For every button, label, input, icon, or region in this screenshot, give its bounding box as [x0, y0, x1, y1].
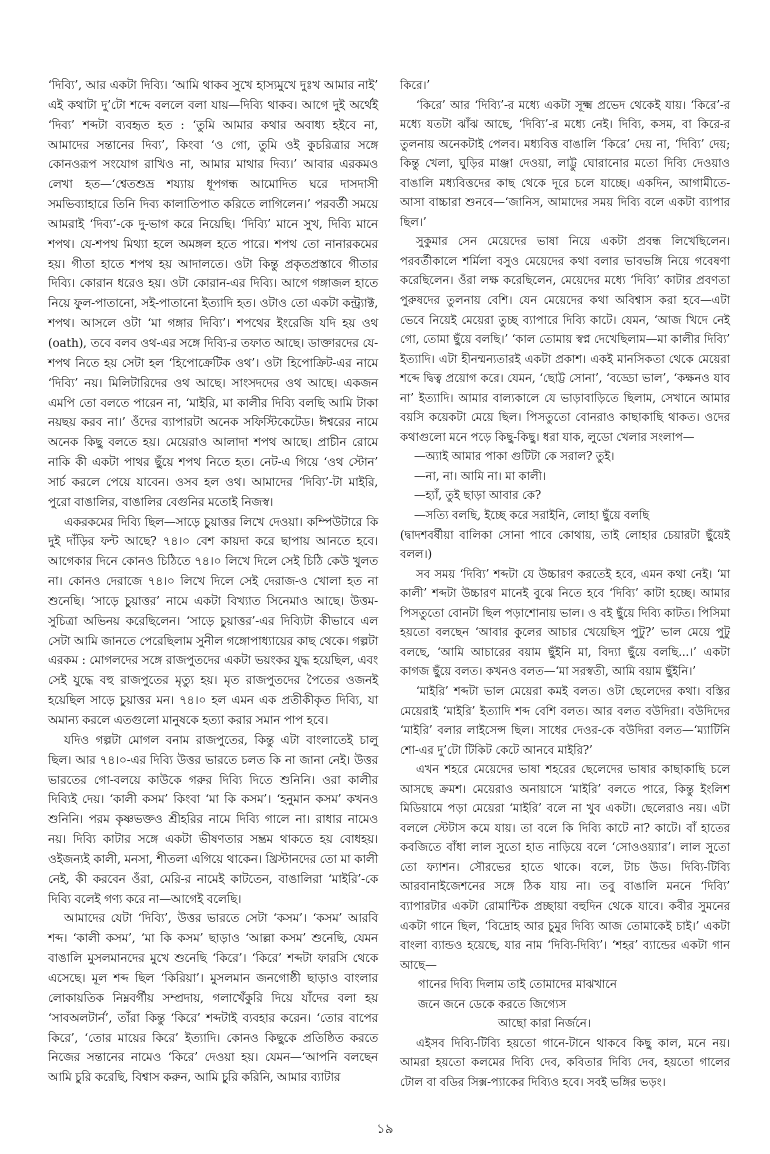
right-continuation: কিরে।’	[400, 78, 430, 92]
dialogue-line: —সত্যি বলছি, ইচ্ছে করে সরাইনি, লোহা ছুঁয়ে বলছি	[414, 508, 650, 523]
dialogue-line: —না, না। আমি না। মা কালী।	[414, 468, 546, 483]
verse-line: জনে জনে ডেকে করতে জিগ্যেস	[418, 996, 567, 1011]
page-number: ১৯	[376, 1122, 394, 1137]
verse-line: আছো কারা নির্জনে।	[498, 1016, 591, 1031]
right-para-6: এইসব দিব্যি-টিব্যি হয়তো গানে-টানে থাকবে কিছু কাল, মনে নয়। আমরা হয়তো কলমের দিব্যি দেব, কবিতার দিব্যি দেব, হয়তো গালের টোল বা বডির সিক্স-প্যাকের দিব্যিও হবে। সবই ভঙ্গির ভড়ং।	[400, 1035, 730, 1089]
verse-line: গানের দিব্যি দিলাম তাই তোমাদের মাঝখানে	[418, 977, 617, 992]
right-para-5: এখন শহরে মেয়েদের ভাষা শহরের ছেলেদের ভাষার কাছাকাছি চলে আসছে ক্রমশ। মেয়েরাও অনায়াসে ‘মাইরি’ বলতে পারে, কিন্তু ইংলিশ মিডিয়ামে পড়া মেয়েরা ‘মাইরি’ বলে না খুব একটা। ছেলেরাও নয়। এটা বললে স্টেটাস কমে যায়। তা বলে কি দিব্যি কাটে না? কাটে। বাঁ হাতের কবজিতে বাঁধা লাল সুতো হাত নাড়িয়ে বলে ‘সোওওয়্যার’। লাল সুতো তো ফ্যাশন। সৌরভের হাতে থাকে। বলে, টাচ উড। দিব্যি-টিব্যি আরবানাইজেশনের সঙ্গে ঠিক যায় না। তবু বাঙালি মননে ‘দিব্যি’ ব্যাপারটার একটা রোমান্টিক প্রচ্ছায়া বহুদিন থেকে যাবে। কবীর সুমনের একটা গানে ছিল, ‘বিদ্রোহ আর চুমুর দিব্যি আজ তোমাকেই চাই।’ একটা বাংলা ব্যান্ডও হয়েছে, যার নাম ‘দিব্যি-দিব্যি’। ‘শহর’ ব্যান্ডের একটা গান আছে—	[400, 762, 730, 972]
left-para-4: আমাদের যেটা ‘দিব্যি’, উত্তর ভারতে সেটা ‘কসম’। ‘কসম’ আরবি শব্দ। ‘কালী কসম’, ‘মা কি কসম’ ছাড়াও ‘আল্লা কসম’ শুনেছি, যেমন বাঙালি মুসলমানদের মুখে শুনেছি ‘কিরে’। ‘কিরে’ শব্দটা ফারসি থেকে এসেছে। মূল শব্দ ছিল ‘কিরিয়া’। মুসলমান জনগোষ্ঠী ছাড়াও বাংলার লোকায়তিক নিম্নবর্গীয় সম্প্রদায়, গলাখেঁকুরি দিয়ে যাঁদের বলা হয় ‘সাবঅলটার্ন’, তাঁরা কিন্তু ‘কিরে’ শব্দটাই ব্যবহার করেন। ‘তোর বাপের কিরে’, ‘তোর মায়ের কিরে’ ইত্যাদি। কোনও কিছুকে প্রতিষ্ঠিত করতে নিজের সন্তানের নামেও ‘কিরে’ দেওয়া হয়। যেমন—‘আপনি বলছেন আমি চুরি করেছি, বিশ্বাস করুন, আমি চুরি করিনি, আমার ব্যাটার	[48, 911, 378, 1085]
left-column	[48, 76, 378, 1088]
dialogue-line: —হ্যাঁ, তুই ছাড়া আবার কে?	[414, 488, 541, 503]
dialogue-line: —অ্যাই আমার পাকা গুটিটা কে সরাল? তুই।	[414, 449, 615, 464]
left-para-3: যদিও গল্পটা মোগল বনাম রাজপুতের, কিন্তু এটা বাংলাতেই চালু ছিল। আর ৭৪।০-এর দিব্যি উত্তর ভারতে চলত কি না জানা নেই। উত্তর ভারতের গো-বলয়ে কাউকে গরুর দিব্যি দিতে শুনিনি। ওরা কালীর দিব্যিই দেয়। ‘কালী কসম’ কিংবা ‘মা কি কসম’। ‘হনুমান কসম’ কখনও শুনিনি। পরম কৃষ্ণভক্তও শ্রীহরির নামে দিব্যি গালে না। রাধার নামেও নয়। দিব্যি কাটার সঙ্গে একটা ভীষণতার সম্ভ্রম থাকতে হয় বোধহয়। ওইজন্যই কালী, মনসা, শীতলা এগিয়ে থাকেন। খ্রিস্টানদের তো মা কালী নেই, কী করবেন ওঁরা, মেরি-র নামেই কাটতেন, বাঙালিরা ‘মাইরি’-কে দিব্যি বলেই গণ্য করে না—আগেই বলেছি।	[48, 732, 378, 906]
right-para-3: সব সময় ‘দিব্যি’ শব্দটা যে উচ্চারণ করতেই হবে, এমন কথা নেই। ‘মা কালী’ শব্দটা উচ্চারণ মানেই বুঝে নিতে হবে ‘দিব্যি’ কাটা হচ্ছে। আমার পিসতুতো বোনটা ছিল পড়াশোনায় ভাল। ও বই ছুঁয়ে দিব্যি কাটত। পিসিমা হয়তো বলছেন ‘আবার কুলের আচার খেয়েছিস পুটু?’ ভাল মেয়ে পুটু বলছে, ‘আমি আচারের বয়াম ছুঁইনি মা, বিদ্যা ছুঁয়ে বলছি...।’ একটা কাগজ ছুঁয়ে বলত। কখনও বলত—‘মা সরস্বতী, আমি বয়াম ছুঁইনি।’	[400, 566, 730, 679]
dialogue-note: (দ্বাদশবর্ষীয়া বালিকা সোনা পাবে কোথায়, তাই লোহার চেয়ারটা ছুঁয়েই বলল।)	[400, 527, 730, 562]
right-para-2: সুকুমার সেন মেয়েদের ভাষা নিয়ে একটা প্রবন্ধ লিখেছিলেন। পরবর্তীকালে শর্মিলা বসুও মেয়েদের কথা বলার ভাবভঙ্গি নিয়ে গবেষণা করেছিলেন। ওঁরা লক্ষ করেছিলেন, মেয়েদের মধ্যে ‘দিব্যি’ কাটার প্রবণতা পুরুষদের তুলনায় বেশি। যেন মেয়েদের কথা অবিশ্বাস করা হবে—এটা ভেবে নিয়েই মেয়েরা তুচ্ছ ব্যাপারে দিব্যি কাটে। যেমন, ‘আজ খিদে নেই গো, তোমা ছুঁয়ে বলছি।’ ‘কাল তোমায় স্বপ্ন দেখেছিলাম—মা কালীর দিব্যি’ ইত্যাদি। এটা হীনম্মন্যতারই একটা প্রকাশ। একই মানসিকতা থেকে মেয়েরা শব্দে দ্বিত্ব প্রয়োগ করে। যেমন, ‘ছোট্ট সোনা’, ‘বড্ডো ভাল’, ‘কক্ষনও যাব না’ ইত্যাদি। আমার বাল্যকালে যে ভাড়াবাড়িতে ছিলাম, সেখানে আমার বয়সি কয়েকটা মেয়ে ছিল। পিসতুতো বোনরাও কাছাকাছি থাকত। ওদের কথাগুলো মনে পড়ে কিছু-কিছু। ধরা যাক, লুডো খেলার সংলাপ—	[400, 234, 730, 444]
left-para-2: একরকমের দিব্যি ছিল—সাড়ে চুয়াত্তর লিখে দেওয়া। কম্পিউটারে কি দুই দাঁড়ির ফন্ট আছে? ৭৪।০ বেশ কায়দা করে ছাপায় আনতে হবে। আগেকার দিনে কোনও চিঠিতে ৭৪।০ লিখে দিলে সেই চিঠি কেউ খুলত না। কোনও দেরাজে ৭৪।০ লিখে দিলে সেই দেরাজ-ও খোলা হত না শুনেছি। ‘সাড়ে চুয়াত্তর’ নামে একটা বিখ্যাত সিনেমাও আছে। উত্তম-সুচিত্রা অভিনয় করেছিলেন। ‘সাড়ে চুয়াত্তর’-এর দিব্যিটা কীভাবে এল সেটা আমি জানতে পেরেছিলাম সুনীল গঙ্গোপাধ্যায়ের কাছ থেকে। গল্পটা এরকম : মোগলদের সঙ্গে রাজপুতদের একটা ভয়ংকর যুদ্ধ হয়েছিল, এবং সেই যুদ্ধে বহু রাজপুতের মৃত্যু হয়। মৃত রাজপুতদের পৈতের ওজনই হয়েছিল সাড়ে চুয়াত্তর মন। ৭৪।০ হল এমন এক প্রতীকীকৃত দিব্যি, যা অমান্য করলে এতগুলো মানুষকে হত্যা করার সমান পাপ হবে।	[48, 514, 378, 727]
right-column	[400, 76, 730, 1092]
song-verse	[400, 975, 730, 1034]
ludo-dialogue	[400, 447, 730, 525]
right-para-4: ‘মাইরি’ শব্দটা ভাল মেয়েরা কমই বলত। ওটা ছেলেদের কথা। বস্তির মেয়েরাই ‘মাইরি’ ইত্যাদি শব্দ বেশি বলত। আর বলত বউদিরা। বউদিদের ‘মাইরি’ বলার লাইসেন্স ছিল। সাধের দেওর-কে বউদিরা বলত—‘ম্যাটিনি শো-এর দু’টো টিকিট কেটে আনবে মাইরি?’	[400, 683, 730, 757]
left-para-1: ‘দিব্যি’, আর একটা দিব্যি। ‘আমি থাকব সুখে হাস্যমুখে দুঃখ আমার নাই’ এই কথাটা দু’টো শব্দে বললে বলা যায়—দিব্যি থাকব। আগে দুই অর্থেই ‘দিব্য’ শব্দটা ব্যবহৃত হত : ‘তুমি আমার কথার অবাধ্য হইবে না, আমাদের সন্তানের দিব্য’, কিংবা ‘ও গো, তুমি ওই কুচরিত্রার সঙ্গে কোনওরূপ সংযোগ রাখিও না, আমার মাথার দিব্য।’ আবার এরকমও লেখা হত—‘শ্বেতশুভ্র শয্যায় ধূপগন্ধ আমোদিত ঘরে দাসদাসী সমভিব্যাহারে তিনি দিব্য কালাতিপাত করিতে লাগিলেন।’ পরবর্তী সময়ে আমরাই ‘দিব্য’-কে দু-ভাগ করে নিয়েছি। ‘দিব্যি’ মানে সুখ, দিব্যি মানে শপথ। যে-শপথ মিথ্যা হলে অমঙ্গল হতে পারে। শপথ তো নানারকমের হয়। গীতা হাতে শপথ হয় আদালতে। ওটা কিন্তু প্রকৃতপ্রস্তাবে গীতার দিব্যি। কোরান ধরেও হয়। ওটা কোরান-এর দিব্যি। আগে গঙ্গাজল হাতে নিয়ে ফুল-পাতানো, সই-পাতানো ইত্যাদি হত। ওটাও তো একটা কন্ট্র্যাক্ট, শপথ। আসলে ওটা ‘মা গঙ্গার দিব্যি’। শপথের ইংরেজি যদি হয় ওথ (oath), তবে বলব ওথ-এর সঙ্গে দিব্যি-র তফাত আছে। ডাক্তারদের যে-শপথ নিতে হয় সেটা হল ‘হিপোক্রেটিক ওথ’। ওটা হিপোক্রিট-এর নামে ‘দিব্যি’ নয়। মিলিটারিদের ওথ আছে। সাংসদদের ওথ আছে। একজন এমপি তো বলতে পারেন না, ‘মাইরি, মা কালীর দিব্যি বলছি আমি টাকা নয়ছয় করব না।’ ওঁদের ব্যাপারটা অনেক সফিস্টিকেটেড। ঈশ্বরের নামে অনেক কিছু বলতে হয়। মেয়েরাও আলাদা শপথ আছে। প্রাচীন রোমে নাকি কী একটা পাথর ছুঁয়ে শপথ নিতে হত। নেট-এ গিয়ে ‘ওথ স্টোন’ সার্চ করলে পেয়ে যাবেন। ওসব হল ওথ। আমাদের ‘দিব্যি’-টা মাইরি, পুরো বাঙালির, বাঙালির বেগুনির মতোই নিজস্ব।	[48, 78, 378, 509]
right-para-1: ‘কিরে’ আর ‘দিব্যি’-র মধ্যে একটা সূক্ষ্ম প্রভেদ থেকেই যায়। ‘কিরে’-র মধ্যে যতটা ঝাঁঝ আছে, ‘দিব্যি’-র মধ্যে নেই। দিব্যি, কসম, বা কিরে-র তুলনায় অনেকটাই পেলব। মধ্যবিত্ত বাঙালি ‘কিরে’ দেয় না, ‘দিব্যি’ দেয়; কিন্তু খেলা, ঘুড়ির মাঞ্জা দেওয়া, লাট্টু ঘোরানোর মতো দিব্যি দেওয়াও বাঙালি মধ্যবিত্তদের কাছ থেকে দূরে চলে যাচ্ছে। একদিন, আগামীতে-আসা বাচ্চারা শুনবে—‘জানিস, আমাদের সময় দিব্যি বলে একটা ব্যাপার ছিল।’	[400, 97, 730, 229]
